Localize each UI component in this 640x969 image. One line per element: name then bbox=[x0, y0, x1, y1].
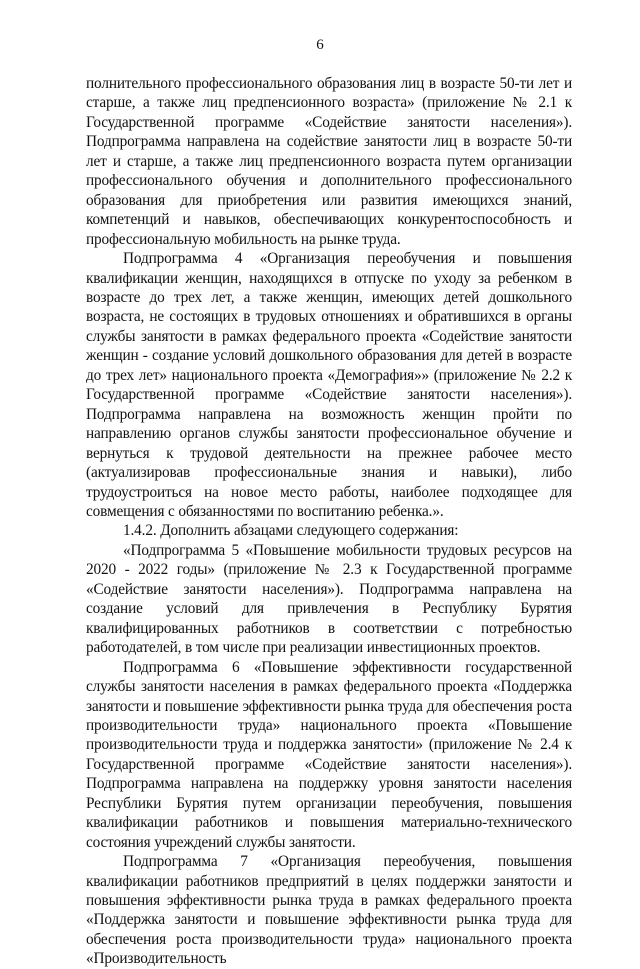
paragraph-continuation: полнительного профессионального образования лиц в возрасте 50-ти лет и старше, а также лиц предпенсионного возраста» (приложение № 2.1 к Государственной программе «Содействие занятости населения»). Подпрограмма направлена на содействие занятости лиц в возрасте 50-ти лет и старше, а также лиц предпенсионного возраста путем организации профессионального обучения и дополнительного профессионального образования для приобретения или развития имеющихся знаний, компетенций и навыков, обеспечивающих конкурентоспособность и профессиональную мобильность на рынке труда. bbox=[86, 75, 572, 248]
document-body bbox=[86, 74, 572, 969]
paragraph-clause-1-4-2: 1.4.2. Дополнить абзацами следующего содержания: bbox=[123, 522, 459, 540]
paragraph-subprogram-5: «Подпрограмма 5 «Повышение мобильности трудовых ресурсов на 2020 - 2022 годы» (приложение № 2.3 к Государственной программе «Содействие занятости населения»). Подпрограмма направлена на создание условий для привлечения в Республику Бурятия квалифицированных работников в соответствии с потребностью работодателей, в том числе при реализации инвестиционных проектов. bbox=[86, 541, 572, 657]
paragraph-subprogram-7: Подпрограмма 7 «Организация переобучения, повышения квалификации работников предприятий в целях поддержки занятости и повышения эффективности рынка труда в рамках федерального проекта «Поддержка занятости и повышение эффективности рынка труда для обеспечения роста производительности труда» национального проекта «Производительность bbox=[86, 853, 572, 968]
paragraph-subprogram-6: Подпрограмма 6 «Повышение эффективности государственной службы занятости населения в рамках федерального проекта «Поддержка занятости и повышение эффективности рынка труда для обеспечения роста производительности труда» национального проекта «Повышение производительности труда и поддержка занятости» (приложение № 2.4 к Государственной программе «Содействие занятости населения»). Подпрограмма направлена на поддержку уровня занятости населения Республики Бурятия путем организации переобучения, повышения квалификации работников и повышения материально-технического состояния учреждений службы занятости. bbox=[86, 658, 572, 851]
paragraph-subprogram-4: Подпрограмма 4 «Организация переобучения и повышения квалификации женщин, находящихся в отпуске по уходу за ребенком в возрасте до трех лет, а также женщин, имеющих детей дошкольного возраста, не состоящих в трудовых отношениях и обратившихся в органы службы занятости в рамках федерального проекта «Содействие занятости женщин - создание условий дошкольного образования для детей в возрасте до трех лет» национального проекта «Демография»» (приложение № 2.2 к Государственной программе «Содействие занятости населения»). Подпрограмма направлена на возможность женщин пройти по направлению органов службы занятости профессиональное обучение и вернуться к трудовой деятельности на прежнее рабочее место (актуализировав профессиональные знания и навыки), либо трудоустроиться на новое место работы, наиболее подходящее для совмещения с обязанностями по воспитанию ребенка.». bbox=[86, 250, 572, 520]
page-number: 6 bbox=[316, 37, 324, 53]
